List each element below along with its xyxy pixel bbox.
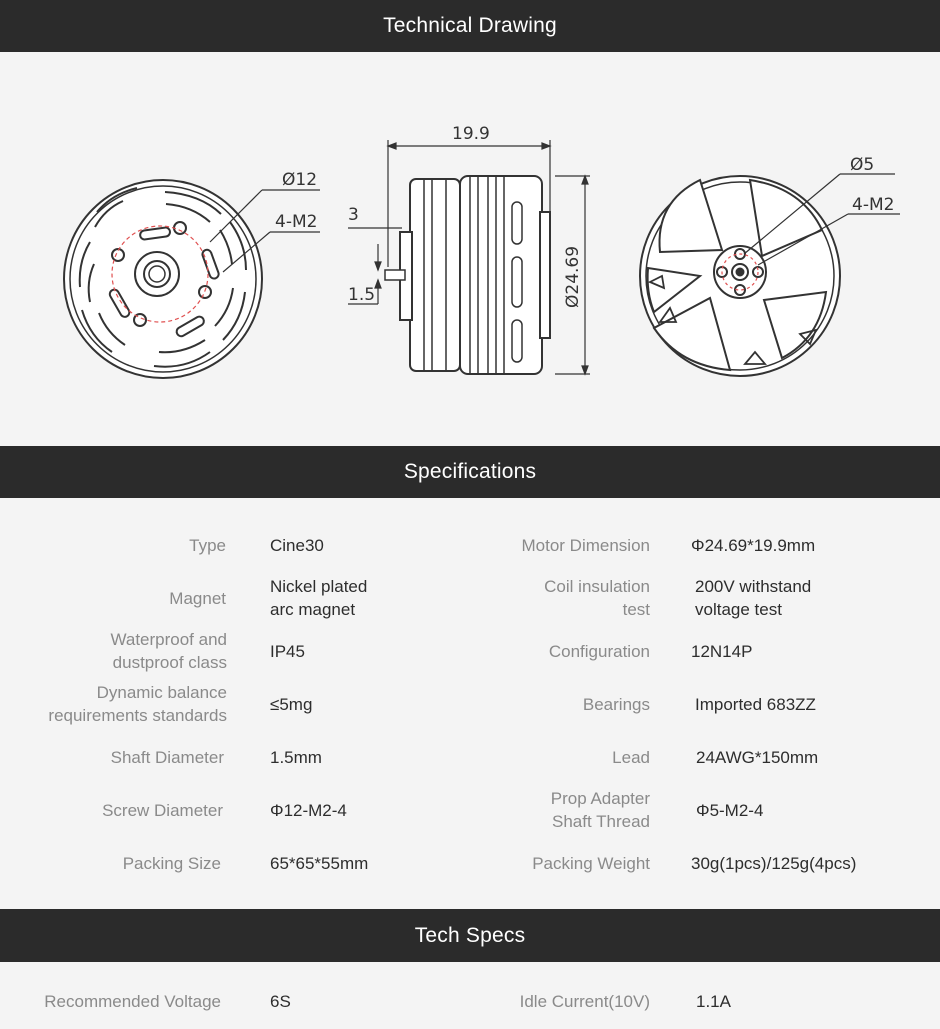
spec-label: Shaft Diameter <box>110 747 224 767</box>
side-view <box>385 176 550 374</box>
tech-label: Idle Current(10V) <box>519 991 650 1011</box>
right-screw-label: 4-M2 <box>852 195 895 215</box>
spec-value: 30g(1pcs)/125g(4pcs) <box>691 853 857 873</box>
spec-value: 200V withstand voltage test <box>695 577 812 619</box>
shaft-dia-label: 1.5 <box>348 285 376 305</box>
section-title: Specifications <box>403 460 537 483</box>
spec-label: Lead <box>612 747 650 767</box>
spec-value: 24AWG*150mm <box>696 747 819 767</box>
technical-drawing <box>0 52 940 446</box>
section-title: Technical Drawing <box>383 14 557 37</box>
spec-label: Packing Size <box>122 853 221 873</box>
spec-label: Configuration <box>548 641 650 661</box>
spec-label: Packing Weight <box>532 853 650 873</box>
spec-value: ≤5mg <box>270 694 313 714</box>
spec-label: Motor Dimension <box>521 535 650 555</box>
spec-value: Cine30 <box>270 535 324 555</box>
spec-label: Coil insulation test <box>544 577 650 619</box>
spec-value: 1.5mm <box>270 747 322 767</box>
left-dia-label: Ø12 <box>282 170 318 190</box>
section-header-specifications <box>0 446 940 498</box>
spec-value: Φ12-M2-4 <box>270 800 347 820</box>
spec-label: Dynamic balance requirements standards <box>48 683 227 725</box>
spec-value: Φ5-M2-4 <box>696 800 764 820</box>
right-dia-label: Ø5 <box>850 155 875 175</box>
spec-value: Imported 683ZZ <box>695 694 816 714</box>
spec-value: 12N14P <box>691 641 753 661</box>
left-screw-label: 4-M2 <box>275 212 318 232</box>
spec-label: Magnet <box>169 588 226 608</box>
section-title: Tech Specs <box>414 923 526 947</box>
height-dim-label: 19.9 <box>452 124 490 144</box>
section-header-technical-drawing <box>0 0 940 52</box>
specifications-table <box>0 498 940 909</box>
body-dia-label: Ø24.69 <box>563 245 583 308</box>
tech-value: 1.1A <box>696 991 731 1011</box>
spec-label: Waterproof and dustproof class <box>110 630 227 672</box>
spec-value: IP45 <box>270 641 305 661</box>
tech-specs-table <box>0 962 940 1029</box>
spec-label: Bearings <box>582 694 650 714</box>
spec-value: Nickel plated arc magnet <box>270 577 368 619</box>
spec-value: Φ24.69*19.9mm <box>691 535 816 555</box>
section-header-tech-specs <box>0 909 940 962</box>
shaft-length-label: 3 <box>348 205 359 225</box>
tech-label: Recommended Voltage <box>44 991 221 1011</box>
tech-value: 6S <box>270 991 291 1011</box>
spec-label: Type <box>189 535 226 555</box>
spec-value: 65*65*55mm <box>270 853 369 873</box>
top-view <box>640 176 840 376</box>
spec-label: Screw Diameter <box>102 800 223 820</box>
spec-label: Prop Adapter Shaft Thread <box>550 789 650 831</box>
bottom-view <box>64 180 262 378</box>
motor-drawing <box>0 52 940 446</box>
